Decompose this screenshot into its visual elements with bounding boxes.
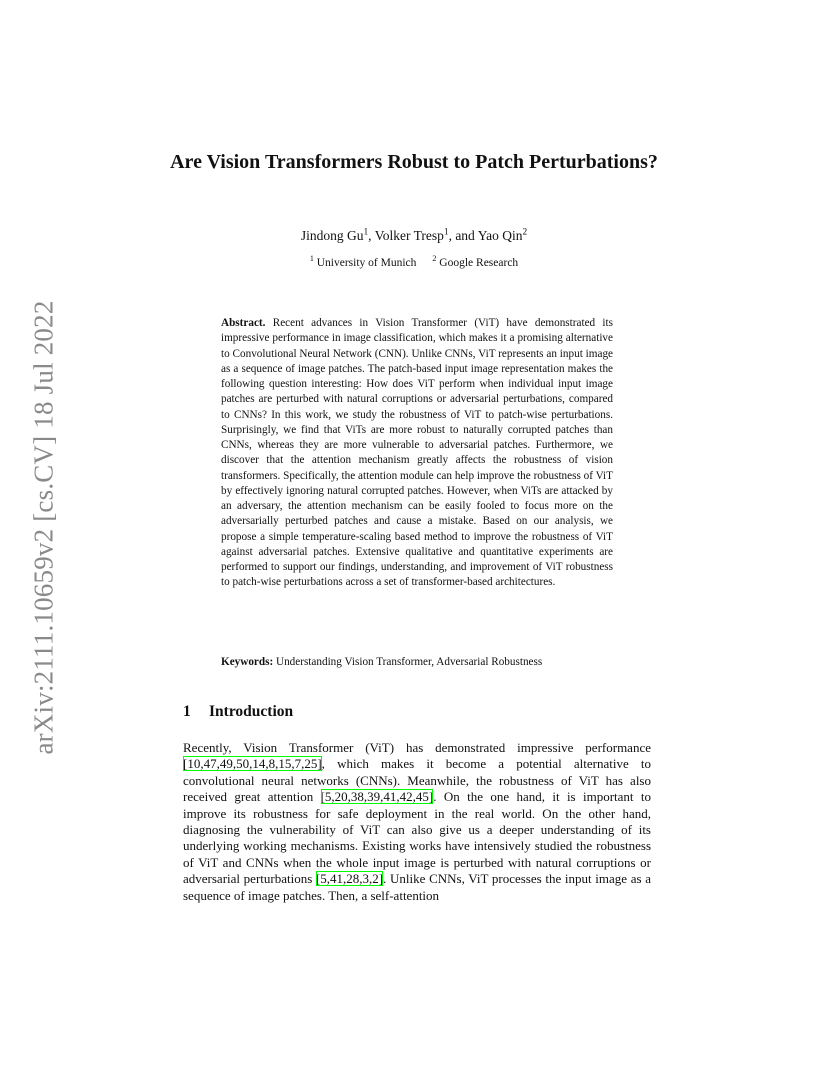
intro-text: . On the one hand, it is important to improve its robustness for safe deployment in the real world. On the other hand, diagnosing the vulnerability of ViT can also give us a deeper understanding of its underlying working mechanisms. Existing works have intensively studied the robustness of ViT and CNNs when the whole input image is perturbed with natural corruptions or adversarial perturbations (183, 789, 651, 887)
arxiv-stamp-text: arXiv:2111.10659v2 [cs.CV] 18 Jul 2022 (28, 299, 59, 755)
intro-text: . Unlike CNNs, ViT processes the input image as a sequence of image patches. Then, a self-attention (183, 871, 651, 903)
abstract (221, 316, 613, 591)
affiliation-name: Google Research (439, 257, 519, 269)
citation-link-text[interactable]: [5,20,38,39,41,42,45] (320, 789, 434, 805)
citation-link-text[interactable]: [5,41,28,3,2] (315, 871, 384, 887)
intro-text: Recently, Vision Transformer (ViT) has demonstrated impressive performance (183, 740, 651, 755)
abstract-text: Recent advances in Vision Transformer (ViT) have demonstrated its impressive performance in image classification, which makes it a promising alternative to Convolutional Neural Network (CNN). Unlike CNNs, ViT represents an input image as a sequence of image patches. The patch-based input image representation makes the following question interesting: How does ViT perform when individual input image patches are perturbed with natural corruptions or adversarial perturbations, compared to CNNs? In this work, we study the robustness of ViT to patch-wise perturbations. Surprisingly, we find that ViTs are more robust to naturally corrupted patches than CNNs, whereas they are more vulnerable to adversarial patches. Furthermore, we discover that the attention mechanism greatly affects the robustness of vision transformers. Specifically, the attention module can help improve the robustness of ViT by effectively ignoring natural corrupted patches. However, when ViTs are attacked by an adversary, the attention mechanism can be easily fooled to focus more on the adversarially perturbed patches and cause a mistake. Based on our analysis, we propose a simple temperature-scaling based method to improve the robustness of ViT against adversarial patches. Extensive qualitative and quantitative experiments are performed to support our findings, understanding, and improvement of ViT robustness to patch-wise perturbations across a set of transformer-based architectures. (221, 317, 614, 589)
author-affiliation-marker: 2 (522, 227, 528, 238)
citation-link-text[interactable]: [10,47,49,50,14,8,15,7,25] (183, 756, 322, 772)
arxiv-identifier-stamp (24, 294, 64, 760)
intro-paragraph (183, 740, 651, 904)
affiliation-name: University of Munich (316, 257, 417, 269)
author-affiliation-marker: 1 (443, 227, 449, 238)
section-title: Introduction (209, 703, 294, 720)
section-heading (183, 703, 293, 721)
affiliation-list (140, 254, 688, 269)
author-list: Jindong Gu$^1$, Volker Tresp$^1$, and Yao Qin$^2$ (300, 227, 528, 243)
author-name: Yao Qin (477, 228, 523, 243)
author-affiliation-marker: 1 (363, 227, 369, 238)
abstract-label: Abstract. (221, 317, 266, 329)
keywords-text: Understanding Vision Transformer, Adversarial Robustness (276, 656, 543, 668)
affiliation-marker: 1 (309, 254, 314, 264)
citation-link[interactable] (321, 789, 434, 804)
keywords-label: Keywords: (221, 656, 274, 668)
citation-link[interactable] (183, 756, 322, 771)
author-name: Jindong Gu (300, 228, 364, 243)
keywords (221, 656, 631, 668)
affiliation-marker: 2 (432, 254, 437, 264)
author-name: Volker Tresp (374, 228, 444, 243)
paper-title: Are Vision Transformers Robust to Patch Perturbations? (170, 151, 658, 173)
citation-link[interactable] (316, 871, 383, 886)
section-number: 1 (183, 703, 191, 720)
intro-text: , which makes it become a potential alternative to convolutional neural networks (CNNs). Meanwhile, the robustness of ViT has also received great attention (183, 756, 651, 805)
